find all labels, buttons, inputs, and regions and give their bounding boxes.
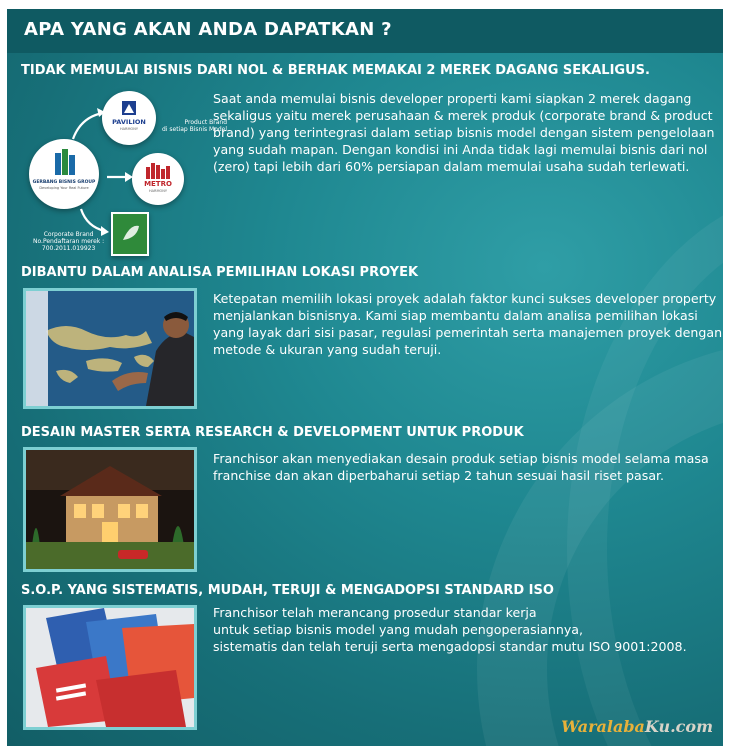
- metro-label: METRO: [144, 180, 172, 188]
- corporate-brand-caption: [33, 231, 104, 252]
- text-line: Saat anda memulai bisnis developer properti kami siapkan 2 merek dagang: [213, 91, 692, 106]
- section-text-brand: [213, 90, 714, 175]
- building-icon: [29, 139, 99, 209]
- corporate-logo: [29, 139, 99, 209]
- text-line: metode & ukuran yang sudah teruji.: [213, 342, 442, 357]
- section-title-sop: S.O.P. YANG SISTEMATIS, MUDAH, TERUJI & MENGADOPSI STANDARD ISO: [21, 583, 554, 598]
- section-title-design: DESAIN MASTER SERTA RESEARCH & DEVELOPMENT UNTUK PRODUK: [21, 425, 524, 440]
- arrow-icon: [69, 107, 109, 143]
- pavilion-icon: [102, 91, 156, 145]
- text-line: Franchisor telah merancang prosedur standar kerja: [213, 605, 537, 620]
- arrow-icon: [105, 169, 135, 185]
- section-text-location: [213, 290, 722, 358]
- section-title-location: DIBANTU DALAM ANALISA PEMILIHAN LOKASI PROYEK: [21, 265, 419, 280]
- house-model-image: [26, 450, 194, 569]
- product-brand-line1: Product Brand: [184, 119, 228, 126]
- corporate-logo-line1: GERBANG BISNIS GROUP: [32, 180, 96, 185]
- text-line: yang layak dari sisi pasar, regulasi pemerintah serta manajemen proyek dengan: [213, 325, 723, 340]
- corporate-brand-line1: Corporate Brand: [43, 231, 94, 238]
- content-panel: [7, 9, 723, 746]
- header-bar: [7, 9, 723, 53]
- text-line: sekaligus yaitu merek perusahaan & merek produk (corporate brand & product: [213, 108, 713, 123]
- text-line: Franchisor akan menyediakan desain produk setiap bisnis model selama masa: [213, 451, 709, 466]
- metro-logo: [132, 153, 184, 205]
- watermark-logo: [561, 717, 713, 736]
- text-line: Ketepatan memilih lokasi proyek adalah faktor kunci sukses developer property: [213, 291, 717, 306]
- text-line: brand) yang terintegrasi dalam setiap bisnis model dengan sistem pengelolaan: [213, 125, 715, 140]
- map-image: [26, 291, 194, 406]
- pavilion-sub: HARMONY: [120, 127, 138, 131]
- text-line: yang sudah mapan. Dengan kondisi ini Anda tidak lagi memulai bisnis dari nol: [213, 142, 708, 157]
- watermark-part1: Waralaba: [561, 717, 645, 736]
- text-line: (zero) tapi lebih dari 60% persiapan dalam memulai usaha sudah terlewati.: [213, 159, 690, 174]
- house-photo: [23, 447, 197, 572]
- page-title: APA YANG AKAN ANDA DAPATKAN ?: [24, 19, 392, 40]
- corporate-brand-line3: 700.2011.019923: [41, 245, 96, 252]
- text-line: untuk setiap bisnis model yang mudah pengoperasiannya,: [213, 622, 584, 637]
- text-line: menjalankan bisnisnya. Kami siap membantu dalam analisa pemilihan lokasi: [213, 308, 698, 323]
- corporate-logo-line2: Developing Your Real Future: [39, 186, 89, 190]
- pavilion-label: PAVILION: [112, 118, 146, 126]
- green-brand-logo: [111, 212, 149, 256]
- map-photo: [23, 288, 197, 409]
- section-title-brand: TIDAK MEMULAI BISNIS DARI NOL & BERHAK MEMAKAI 2 MEREK DAGANG SEKALIGUS.: [21, 63, 650, 78]
- sop-books-image: [26, 608, 194, 727]
- text-line: sistematis dan telah teruji serta mengadopsi standar mutu ISO 9001:2008.: [213, 639, 687, 654]
- text-line: franchise dan akan diperbaharui setiap 2 tahun sesuai hasil riset pasar.: [213, 468, 665, 483]
- metro-sub: HARMONY: [149, 189, 167, 193]
- section-text-design: [213, 450, 709, 484]
- section-text-sop: [213, 604, 687, 655]
- product-brand-line2: di setiap Bisnis Model: [162, 126, 228, 133]
- corporate-brand-line2: No.Pendaftaran merek :: [33, 238, 105, 245]
- brand-diagram: [7, 79, 228, 259]
- watermark-part2: Ku.com: [644, 717, 713, 736]
- leaf-icon: [113, 214, 147, 254]
- sop-photo: [23, 605, 197, 730]
- pavilion-logo: [102, 91, 156, 145]
- metro-icon: [132, 153, 184, 205]
